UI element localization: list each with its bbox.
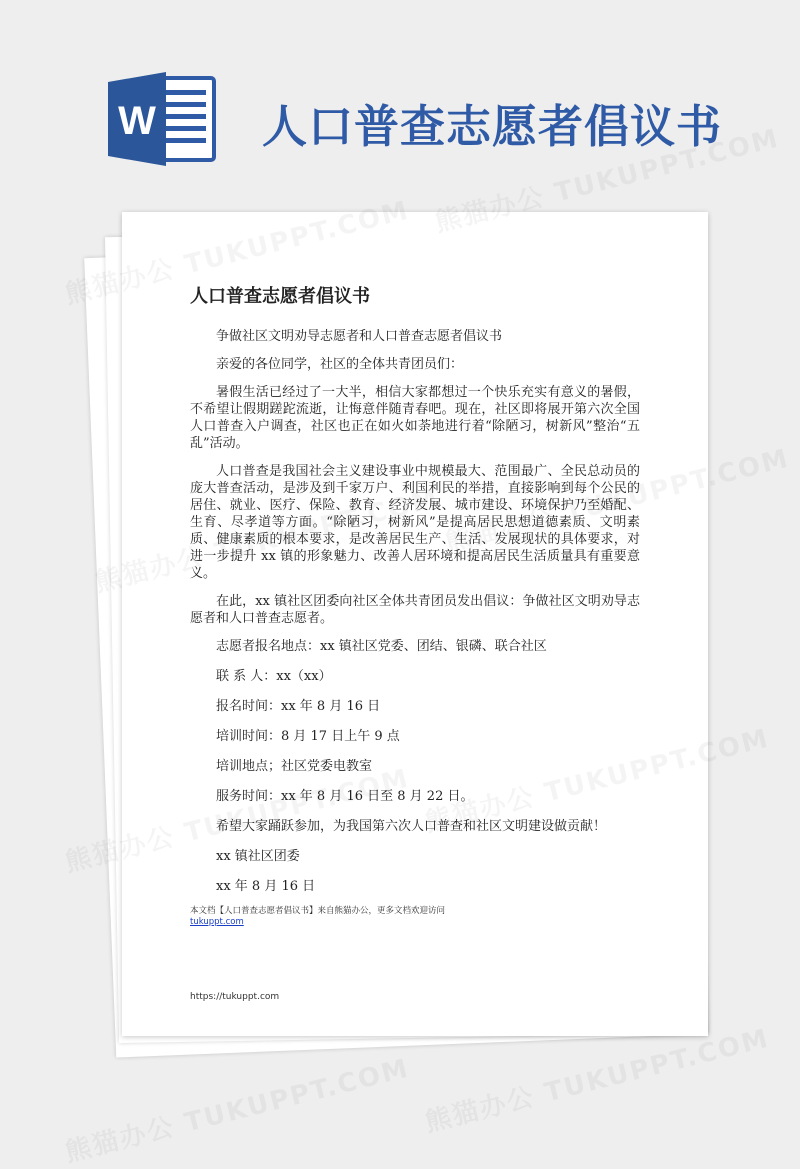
source-link[interactable]: tukuppt.com	[190, 917, 244, 927]
header-title: 人口普查志愿者倡议书	[262, 100, 723, 153]
source-note	[190, 906, 650, 928]
signature: xx 镇社区团委	[216, 849, 300, 864]
document-subtitle: 争做社区文明劝导志愿者和人口普查志愿者倡议书	[216, 329, 503, 344]
document-page	[122, 212, 708, 1036]
closing-line: 希望大家踊跃参加，为我国第六次人口普查和社区文明建设做贡献！	[216, 819, 607, 834]
paragraph-census: 人口普查是我国社会主义建设事业中规模最大、范围最广、全民总动员的庞大普查活动，是涉及到千家万户、利国利民的举措，直接影响到每个公民的居住、就业、医疗、保险、教育、经济发展、城市建设、环境保护乃至婚配、生育、尽孝道等方面。“除陋习，树新风”是提高居民思想道德素质、文明素质、健康素质的根本要求，是改善居民生产、生活、发展现状的具体要求，对进一步提升 xx 镇的形象魅力、改善人居环境和提高居民生活质量具有重要意义。	[190, 464, 640, 581]
service-time: 服务时间：xx 年 8 月 16 日至 8 月 22 日。	[216, 789, 474, 804]
signup-location: 志愿者报名地点：xx 镇社区党委、团结、银磷、联合社区	[216, 639, 547, 654]
source-note-text: 本文档【人口普查志愿者倡议书】来自熊猫办公，更多文档欢迎访问	[190, 906, 446, 916]
paragraph-appeal: 在此，xx 镇社区团委向社区全体共青团员发出倡议：争做社区文明劝导志愿者和人口普查志愿者。	[190, 594, 640, 626]
word-logo-letter: W	[118, 99, 156, 143]
document-body	[190, 328, 640, 895]
footer-url: https://tukuppt.com	[190, 992, 280, 1002]
training-location: 培训地点；社区党委电教室	[216, 759, 373, 774]
paragraph-intro: 暑假生活已经过了一大半，相信大家都想过一个快乐充实有意义的暑假，不希望让假期蹉跎流逝，让悔意伴随青春吧。现在，社区即将展开第六次全国人口普查入户调查，社区也正在如火如荼地进行着“除陋习，树新风”整治“五乱”活动。	[190, 385, 640, 451]
training-time: 培训时间：8 月 17 日上午 9 点	[216, 729, 400, 744]
greeting: 亲爱的各位同学，社区的全体共青团员们：	[216, 357, 464, 372]
signature-date: xx 年 8 月 16 日	[216, 879, 316, 894]
signup-time: 报名时间：xx 年 8 月 16 日	[216, 699, 381, 714]
contact-person: 联 系 人：xx（xx）	[216, 669, 332, 684]
document-title: 人口普查志愿者倡议书	[190, 286, 370, 307]
